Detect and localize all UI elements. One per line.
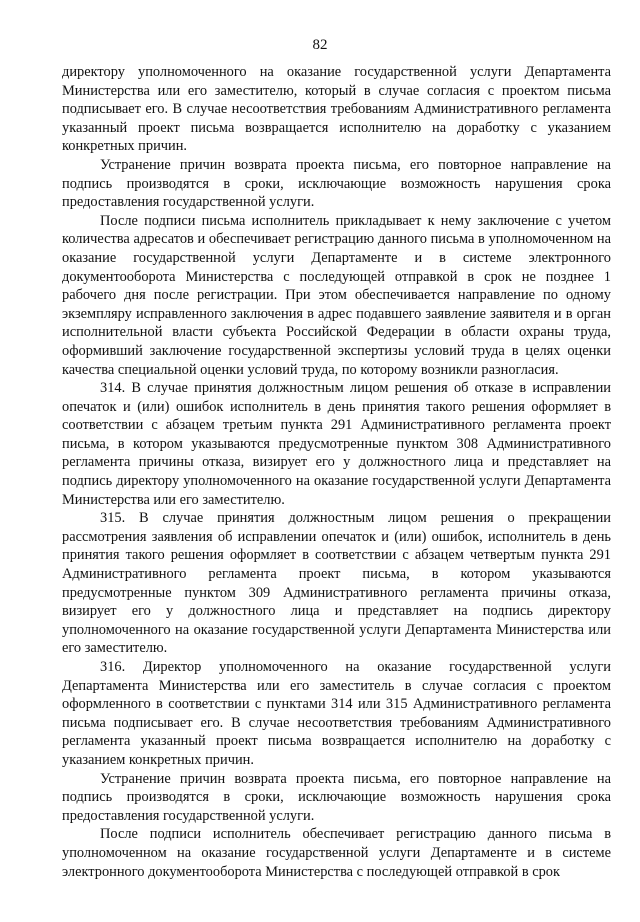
paragraph-after-signing-registration: После подписи исполнитель обеспечивает регистрацию данного письма в уполномоченном на оказание государственной услуги Департаменте и в системе электронного документооборота Министерства с последующей отправкой в срок: [62, 826, 611, 880]
paragraph-continuation: директору уполномоченного на оказание государственной услуги Департамента Министерства или его заместителю, который в случае согласия с проектом письма подписывает его. В случае несоответствия требованиям Административного регламента указанный проект письма возвращается исполнителю на доработку с указанием конкретных причин.: [62, 64, 611, 155]
paragraph-item-314: 314. В случае принятия должностным лицом решения об отказе в исправлении опечаток и (или) ошибок исполнитель в день принятия такого решения оформляет в соответствии с абзацем третьим пункта 291 Административного регламента проект письма, в котором указываются предусмотренные пунктом 308 Административного регламента причины отказа, визирует его у должностного лица и представляет на подпись директору уполномоченного на оказание государственной услуги Департамента Министерства или его заместителю.: [62, 380, 611, 508]
paragraph-resubmission-terms: Устранение причин возврата проекта письма, его повторное направление на подпись производятся в сроки, исключающие возможность нарушения срока предоставления государственной услуги.: [62, 156, 611, 211]
paragraph-resubmission-terms-repeat: Устранение причин возврата проекта письма, его повторное направление на подпись производятся в сроки, исключающие возможность нарушения срока предоставления государственной услуги.: [62, 770, 611, 824]
page-number: 82: [312, 37, 328, 53]
paragraph-item-316: 316. Директор уполномоченного на оказание государственной услуги Департамента Министерства или его заместитель в случае согласия с проектом оформленного в соответствии с пунктами 314 или 315 Административного регламента письма подписывает его. В случае несоответствия требованиям Административного регламента указанный проект письма возвращается исполнителю на доработку с указанием конкретных причин.: [62, 659, 611, 768]
paragraph-after-signing-letter: После подписи письма исполнитель прикладывает к нему заключение с учетом количества адресатов и обеспечивает регистрацию данного письма в уполномоченном на оказание государственной услуги Департаменте и в системе электронного документооборота Министерства с последующей отправкой в срок не позднее 1 рабочего дня после регистрации. При этом обеспечивается направление по одному экземпляру исправленного заключения в адрес подавшего заявление заявителя и в орган исполнительной власти субъекта Российской Федерации в области охраны труда, оформивший заключение государственной экспертизы условий труда в целях оценки качества специальной оценки условий труда, по которому возникли разногласия.: [62, 212, 611, 378]
document-body: [62, 63, 611, 881]
paragraph-item-315: 315. В случае принятия должностным лицом решения о прекращении рассмотрения заявления об исправлении опечаток и (или) ошибок, исполнитель в день принятия такого решения оформляет в соответствии с абзацем четвертым пункта 291 Административного регламента проект письма, в котором указываются предусмотренные пунктом 309 Административного регламента причины отказа, визирует его у должностного лица и представляет на подпись директору уполномоченного на оказание государственной услуги Департамента Министерства или его заместителю.: [62, 510, 611, 657]
